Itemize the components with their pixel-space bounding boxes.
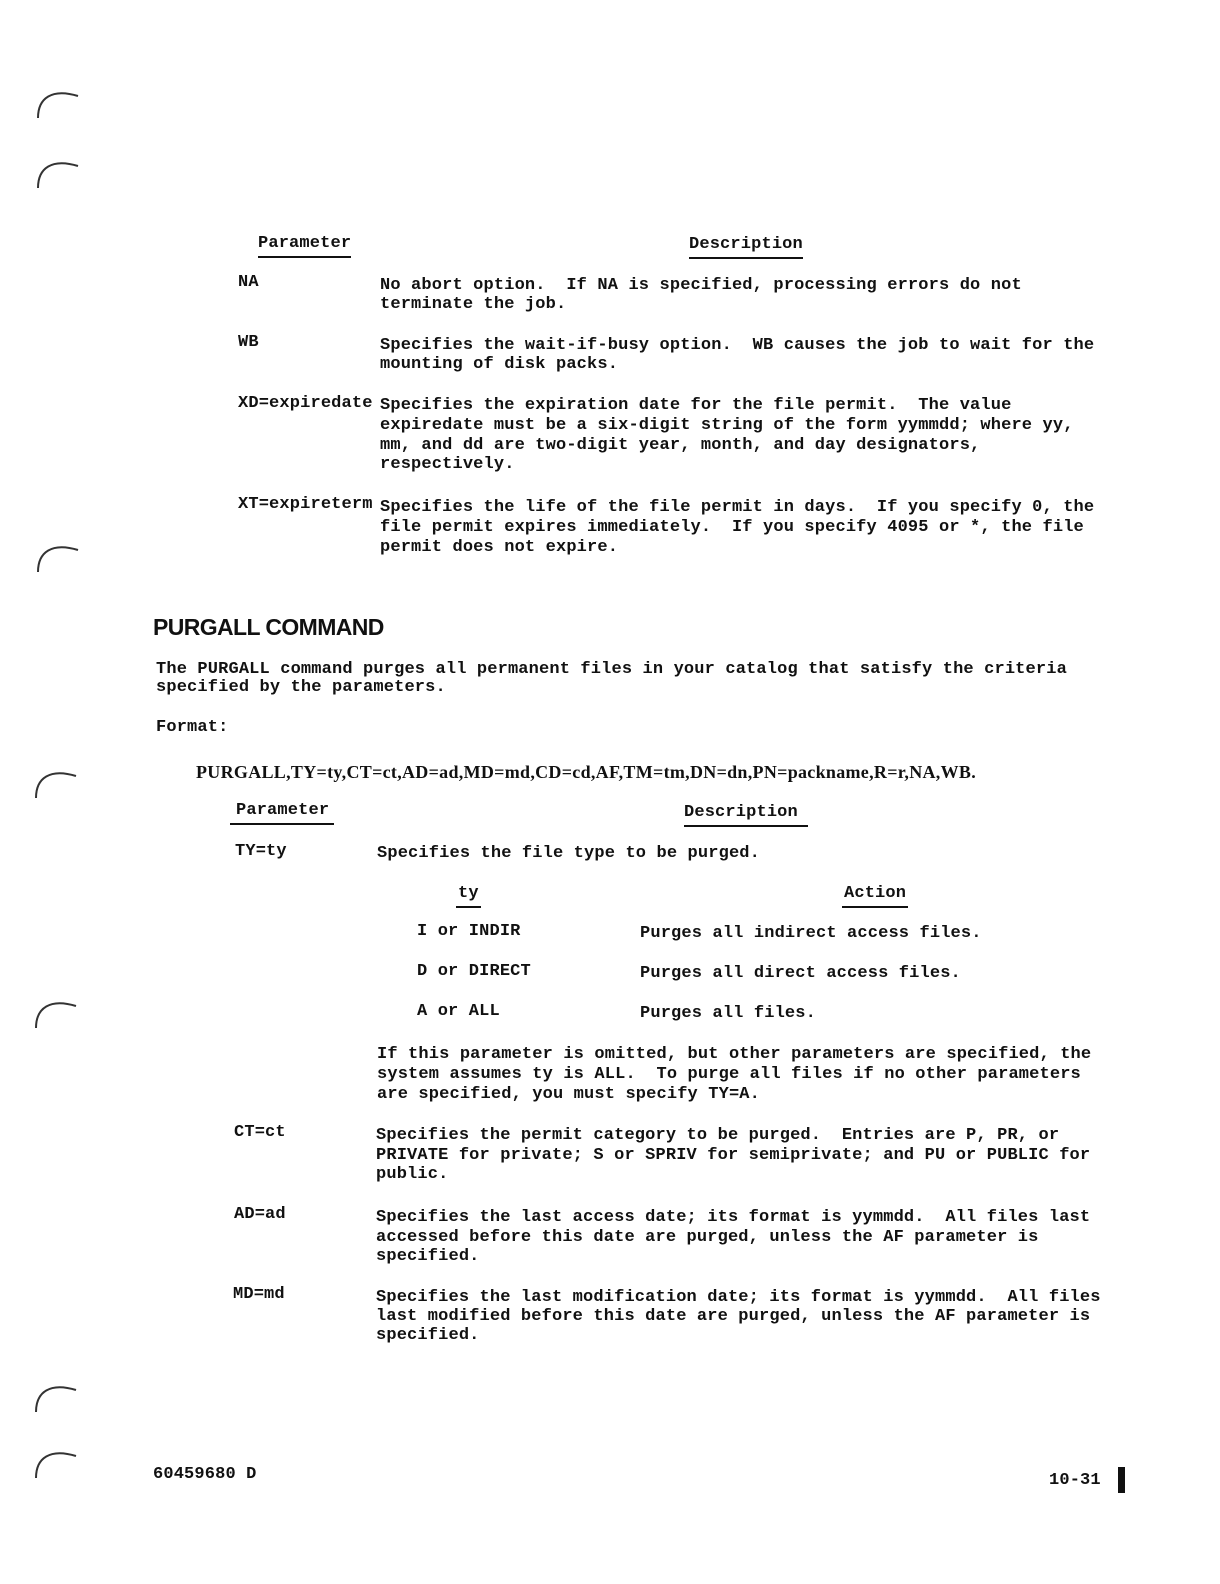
subtable-action: Purges all indirect access files. [640, 924, 982, 943]
binder-hole-mark-icon [32, 1372, 78, 1418]
param-name: WB [238, 333, 259, 352]
format-syntax: PURGALL,TY=ty,CT=ct,AD=ad,MD=md,CD=cd,AF,TM=tm,DN=dn,PN=packname,R=r,NA,WB. [196, 762, 976, 782]
param-desc-line: PRIVATE for private; S or SPRIV for semiprivate; and PU or PUBLIC for [376, 1146, 1091, 1165]
param-desc-line: Specifies the expiration date for the file permit. The value [380, 396, 1012, 415]
param-desc-line: specified. [376, 1326, 480, 1345]
param-desc-line: terminate the job. [380, 295, 567, 314]
param-desc-line: Specifies the permit category to be purged. Entries are P, PR, or [376, 1126, 1060, 1145]
param-desc-line: last modified before this date are purged, unless the AF parameter is [376, 1307, 1091, 1326]
binder-hole-mark-icon [32, 1438, 78, 1484]
table-header-description: Description [684, 803, 808, 827]
change-bar [1118, 1467, 1125, 1493]
param-name: TY=ty [235, 842, 287, 861]
param-name: CT=ct [234, 1123, 286, 1142]
param-desc-line: permit does not expire. [380, 538, 619, 557]
param-desc-line: are specified, you must specify TY=A. [377, 1085, 761, 1104]
subtable-ty-value: A or ALL [417, 1002, 500, 1021]
footer-page-number: 10-31 [1049, 1471, 1101, 1490]
param-name: AD=ad [234, 1205, 286, 1224]
param-desc-line: public. [376, 1165, 449, 1184]
intro-line: specified by the parameters. [156, 678, 446, 697]
footer-doc-number: 60459680 D [153, 1465, 257, 1484]
table-header-description: Description [689, 235, 803, 259]
param-desc-line: mm, and dd are two-digit year, month, and day designators, [380, 436, 981, 455]
subtable-ty-value: I or INDIR [417, 922, 521, 941]
subtable-header-ty: ty [456, 884, 481, 908]
subtable-ty-value: D or DIRECT [417, 962, 531, 981]
param-name: XT=expireterm [238, 495, 373, 514]
param-desc-line: mounting of disk packs. [380, 355, 619, 374]
param-desc-line: specified. [376, 1247, 480, 1266]
param-desc-line: file permit expires immediately. If you specify 4095 or *, the file [380, 518, 1084, 537]
param-desc-line: Specifies the file type to be purged. [377, 844, 761, 863]
param-desc-line: Specifies the last access date; its format is yymmdd. All files last [376, 1208, 1091, 1227]
param-desc-line: accessed before this date are purged, unless the AF parameter is [376, 1228, 1039, 1247]
subtable-action: Purges all files. [640, 1004, 816, 1023]
format-label: Format: [156, 718, 229, 737]
subtable-header-action: Action [842, 884, 908, 908]
param-desc-line: Specifies the last modification date; its format is yymmdd. All files [376, 1288, 1101, 1307]
section-title: PURGALL COMMAND [153, 614, 384, 640]
binder-hole-mark-icon [32, 758, 78, 804]
param-name: XD=expiredate [238, 394, 373, 413]
param-desc-line: No abort option. If NA is specified, processing errors do not [380, 276, 1022, 295]
param-desc-line: If this parameter is omitted, but other parameters are specified, the [377, 1045, 1092, 1064]
param-name: NA [238, 273, 259, 292]
param-desc-line: expiredate must be a six-digit string of the form yymmdd; where yy, [380, 416, 1074, 435]
binder-hole-mark-icon [34, 78, 80, 124]
intro-line: The PURGALL command purges all permanent files in your catalog that satisfy the criteria [156, 660, 1067, 679]
param-name: MD=md [233, 1285, 285, 1304]
subtable-action: Purges all direct access files. [640, 964, 961, 983]
param-desc-line: respectively. [380, 455, 515, 474]
binder-hole-mark-icon [32, 988, 78, 1034]
param-desc-line: Specifies the life of the file permit in days. If you specify 0, the [380, 498, 1095, 517]
param-desc-line: system assumes ty is ALL. To purge all files if no other parameters [377, 1065, 1081, 1084]
table-header-parameter: Parameter [230, 801, 334, 825]
table-header-parameter: Parameter [258, 234, 351, 258]
binder-hole-mark-icon [34, 532, 80, 578]
binder-hole-mark-icon [34, 148, 80, 194]
param-desc-line: Specifies the wait-if-busy option. WB causes the job to wait for the [380, 336, 1095, 355]
